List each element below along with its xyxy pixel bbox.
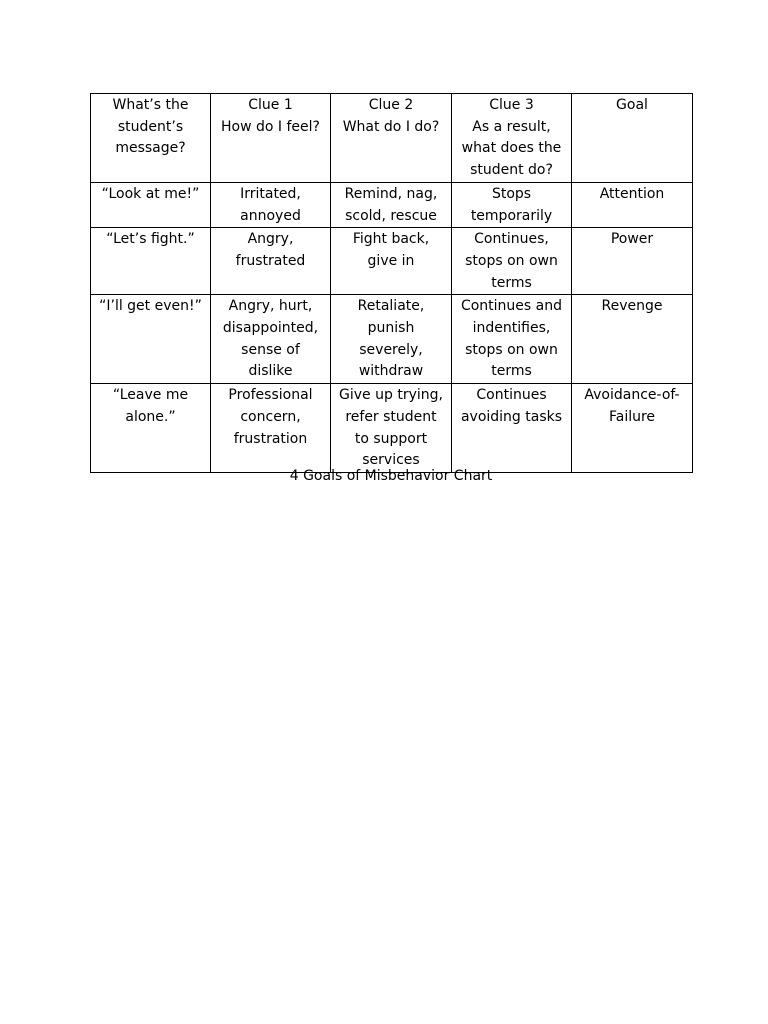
cell-goal: Attention <box>572 182 693 227</box>
cell-message: “Leave me alone.” <box>91 384 211 473</box>
header-clue2: Clue 2 What do I do? <box>331 94 452 183</box>
goals-chart-table-wrapper <box>90 93 692 473</box>
goals-of-misbehavior-table <box>90 93 693 473</box>
cell-clue3: Stops temporarily <box>452 182 572 227</box>
header-clue3: Clue 3 As a result, what does the student do? <box>452 94 572 183</box>
cell-goal: Revenge <box>572 295 693 384</box>
header-message: What’s the student’s message? <box>91 94 211 183</box>
cell-goal: Avoidance-of- Failure <box>572 384 693 473</box>
cell-goal: Power <box>572 228 693 295</box>
cell-clue2: Retaliate, punish severely, withdraw <box>331 295 452 384</box>
cell-clue2: Remind, nag, scold, rescue <box>331 182 452 227</box>
header-goal: Goal <box>572 94 693 183</box>
cell-message: “Look at me!” <box>91 182 211 227</box>
cell-clue3: Continues and indentifies, stops on own terms <box>452 295 572 384</box>
cell-clue3: Continues, stops on own terms <box>452 228 572 295</box>
cell-clue1: Angry, hurt, disappointed, sense of dislike <box>211 295 331 384</box>
table-row <box>91 384 693 473</box>
cell-clue1: Irritated, annoyed <box>211 182 331 227</box>
cell-clue3: Continues avoiding tasks <box>452 384 572 473</box>
cell-message: “I’ll get even!” <box>91 295 211 384</box>
table-row <box>91 228 693 295</box>
cell-clue1: Professional concern, frustration <box>211 384 331 473</box>
cell-message: “Let’s fight.” <box>91 228 211 295</box>
table-row <box>91 295 693 384</box>
table-header-row <box>91 94 693 183</box>
cell-clue2: Give up trying, refer student to support services <box>331 384 452 473</box>
table-row <box>91 182 693 227</box>
table-caption: 4 Goals of Misbehavior Chart <box>289 468 493 484</box>
cell-clue2: Fight back, give in <box>331 228 452 295</box>
cell-clue1: Angry, frustrated <box>211 228 331 295</box>
header-clue1: Clue 1 How do I feel? <box>211 94 331 183</box>
